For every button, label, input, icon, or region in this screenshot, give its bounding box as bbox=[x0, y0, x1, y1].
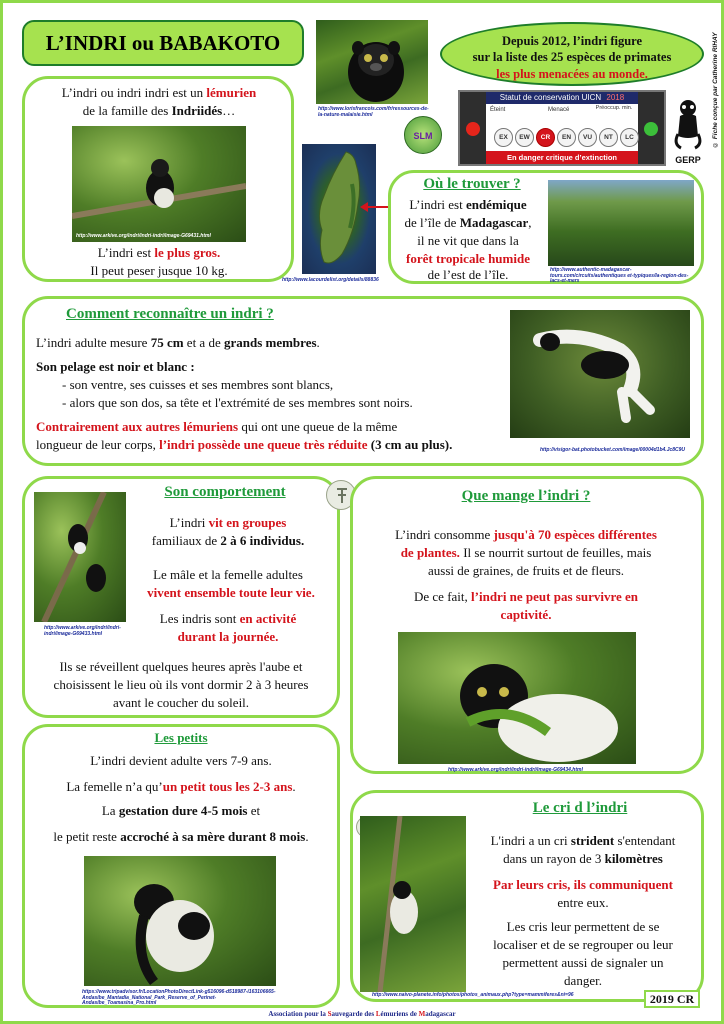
lemur-silhouette-icon bbox=[671, 96, 705, 150]
iucn-right-light bbox=[638, 92, 664, 166]
behavior-line-3: Le mâle et la femelle adultes bbox=[153, 567, 303, 582]
intro-line-2: de la famille des Indriidés… bbox=[82, 103, 236, 118]
iucn-caption: En danger critique d’extinction bbox=[486, 151, 638, 164]
gerp-label: GERP bbox=[675, 155, 701, 165]
threat-banner: Depuis 2012, l’indri figure sur la liste des 25 espèces de primates les plus menacées au monde. bbox=[440, 22, 704, 86]
page-title: L’INDRI ou BABAKOTO bbox=[45, 30, 281, 55]
eating-line-1: L’indri consomme jusqu'à 70 espèces différentes bbox=[395, 527, 657, 542]
baby-url: https://www.tripadvisor.fr/LocationPhotoDirectLink-g516096-d518987-i163106665-Andasibe_Mantadia_National_Park_Reserve_of_Perinet-Andasibe_Toamasina_Pro.html bbox=[82, 989, 276, 1006]
eating-line-4: De ce fait, l’indri ne peut pas survivre en bbox=[414, 589, 638, 604]
behavior-line-5: Les indris sont en activité bbox=[159, 611, 297, 626]
intro-line-4: Il peut peser jusque 10 kg. bbox=[90, 263, 228, 278]
iucn-code-ew: EW bbox=[515, 128, 534, 147]
cry-line-1: L'indri a un cri strident s'entendant bbox=[490, 833, 676, 848]
recognize-line-6: longueur de leur corps, l’indri possède une queue très réduite (3 cm au plus). bbox=[36, 437, 453, 452]
leap-url: http://visigor-bat.photobucket.com/image/00004d1b4.Jc8C9U bbox=[540, 447, 686, 453]
iucn-code-en: EN bbox=[557, 128, 576, 147]
photo-url: http://www.lorisfrancois.com/fr/ressources-de-la-nature-malaisie.html bbox=[318, 106, 429, 118]
iucn-year: 2018 bbox=[606, 93, 625, 102]
indri-calling-photo bbox=[360, 816, 466, 992]
footer-association: Association pour la Sauvegarde des Lémuriens de Madagascar bbox=[268, 1010, 456, 1018]
iucn-code-vu: VU bbox=[578, 128, 597, 147]
indri-portrait-photo bbox=[316, 20, 428, 104]
gerp-logo bbox=[668, 96, 708, 166]
eating-line-2: de plantes. Il se nourrit surtout de feuilles, mais bbox=[400, 545, 652, 560]
indri-eating-photo bbox=[398, 632, 636, 764]
iucn-label-extinct: Éteint bbox=[490, 107, 506, 113]
behavior-line-1: L’indri vit en groupes bbox=[169, 515, 287, 530]
mother-baby-photo bbox=[84, 856, 276, 986]
behavior-line-7: Ils se réveillent quelques heures après l'aube et bbox=[59, 659, 303, 674]
young-line-2: La femelle n’a qu’un petit tous les 2-3 ans. bbox=[66, 779, 296, 794]
forest-url: http://www.authentic-madagascar-tours.com/circuits/authentiques et-typiques/la-region-des-lacs-et-mers bbox=[550, 267, 689, 284]
map-url: http://www.lacourdelist.org/details/88836 bbox=[282, 277, 379, 283]
young-line-4: le petit reste accroché à sa mère durant 8 mois. bbox=[53, 829, 309, 844]
eating-line-5: captivité. bbox=[500, 607, 552, 622]
recognize-line-2: Son pelage est noir et blanc : bbox=[36, 359, 195, 374]
iucn-title: Statut de conservation UICN bbox=[499, 93, 602, 102]
cry-line-6: localiser et de se regrouper ou leur bbox=[493, 937, 673, 952]
intro-line-1: L’indri ou indri indri est un lémurien bbox=[61, 85, 257, 100]
cry-url: http://www.naivo-planete.info/photos/photos_animaux.php?type=mammiferes&ni=96 bbox=[372, 992, 574, 998]
eating-line-3: aussi de graines, de fruits et de fleurs. bbox=[427, 563, 625, 578]
slm-logo: SLM bbox=[404, 116, 442, 154]
indri-family-photo bbox=[34, 492, 126, 622]
recognize-line-4: - alors que son dos, sa tête et l'extrémité de ses membres sont noirs. bbox=[62, 395, 413, 410]
young-title: Les petits bbox=[154, 730, 208, 745]
cry-line-7: permettent aussi de signaler un bbox=[502, 955, 664, 970]
cry-line-5: Les cris leur permettent de se bbox=[506, 919, 660, 934]
behavior-line-2: familiaux de 2 à 6 individus. bbox=[151, 533, 305, 548]
young-line-1: L’indri devient adulte vers 7-9 ans. bbox=[90, 753, 272, 768]
iucn-codes bbox=[494, 128, 639, 147]
where-line-4: forêt tropicale humide bbox=[406, 251, 530, 266]
behavior-line-9: avant le coucher du soleil. bbox=[112, 695, 250, 710]
recognize-line-3: - son ventre, ses cuisses et ses membres sont blancs, bbox=[62, 377, 334, 392]
where-line-1: L’indri est endémique bbox=[409, 197, 527, 212]
behavior-line-4: vivent ensemble toute leur vie. bbox=[147, 585, 315, 600]
edition-badge: 2019 CR bbox=[644, 990, 700, 1008]
cry-line-8: danger. bbox=[564, 973, 602, 988]
behavior-url: http://www.arkive.org/indri/indri-indri/image-G69433.html bbox=[44, 625, 121, 637]
title-box bbox=[22, 20, 304, 66]
iucn-code-nt: NT bbox=[599, 128, 618, 147]
cry-line-2: dans un rayon de 3 kilomètres bbox=[503, 851, 663, 866]
iucn-code-ex: EX bbox=[494, 128, 513, 147]
leaping-indri-photo bbox=[510, 310, 690, 438]
recognize-line-1: L’indri adulte mesure 75 cm et a de grands membres. bbox=[36, 335, 320, 350]
where-line-3: il ne vit que dans la bbox=[417, 233, 519, 248]
cry-line-4: entre eux. bbox=[557, 895, 609, 910]
rainforest-photo bbox=[548, 180, 694, 266]
recognize-line-5: Contrairement aux autres lémuriens qui ont une queue de la même bbox=[36, 419, 398, 434]
recognize-title: Comment reconnaître un indri ? bbox=[66, 306, 274, 322]
credit-text: © Fiche conçue par Catherine RIHAY bbox=[712, 32, 719, 148]
where-line-5: de l’est de l’île. bbox=[427, 267, 509, 282]
eating-url: http://www.arkive.org/indri/indri-indri/image-G69434.html bbox=[448, 767, 583, 773]
iucn-status-panel bbox=[458, 90, 666, 166]
iucn-code-cr: CR bbox=[536, 128, 555, 147]
behavior-line-6: durant la journée. bbox=[177, 629, 279, 644]
behavior-line-8: choisissent le lieu où ils vont dormir 2 à 3 heures bbox=[53, 677, 309, 692]
iucn-label-threatened: Menacé bbox=[548, 107, 570, 113]
where-title: Où le trouver ? bbox=[423, 176, 521, 192]
behavior-title: Son comportement bbox=[164, 484, 286, 500]
eating-title: Que mange l’indri ? bbox=[461, 488, 591, 504]
cry-title: Le cri d l’indri bbox=[532, 800, 628, 816]
young-line-3: La gestation dure 4-5 mois et bbox=[101, 803, 261, 818]
iucn-label-least: Préoccup. min. bbox=[595, 105, 633, 111]
intro-line-3: L’indri est le plus gros. bbox=[97, 245, 221, 260]
cry-line-3: Par leurs cris, ils communiquent bbox=[493, 877, 673, 892]
indri-tree-photo: http://www.arkive.org/indri/indri-indri/image-G69431.html bbox=[72, 126, 246, 242]
iucn-left-light bbox=[460, 92, 486, 166]
iucn-code-lc: LC bbox=[620, 128, 639, 147]
where-line-2: de l’île de Madagascar, bbox=[404, 215, 532, 230]
